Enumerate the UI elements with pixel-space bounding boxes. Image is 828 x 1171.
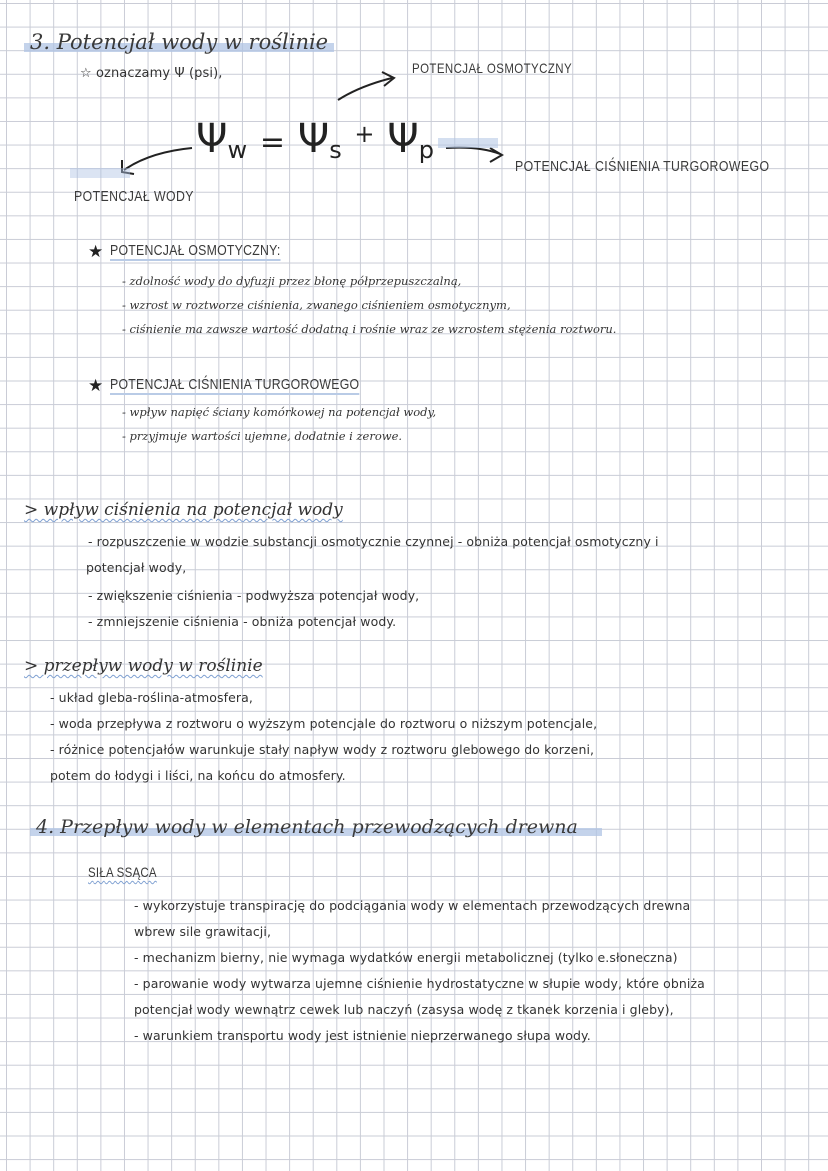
- flow-item-1: - układ gleba-roślina-atmosfera,: [50, 690, 253, 705]
- psi-note: ☆ oznaczamy Ψ (psi),: [80, 66, 223, 81]
- label-turgor-potential: POTENCJAŁ CIŚNIENIA TURGOROWEGO: [515, 158, 770, 175]
- osmotic-item-3: - ciśnienie ma zawsze wartość dodatną i rośnie wraz ze wzrostem stężenia roztworu.: [122, 322, 617, 336]
- star-icon: ★: [88, 242, 104, 262]
- equals-sign: =: [259, 125, 285, 160]
- osmotic-item-2: - wzrost w roztworze ciśnienia, zwanego ciśnieniem osmotycznym,: [122, 298, 511, 312]
- label-water-potential: POTENCJAŁ WODY: [74, 188, 194, 205]
- label-osmotic-potential: POTENCJAŁ OSMOTYCZNY: [412, 60, 573, 76]
- turgor-heading: POTENCJAŁ CIŚNIENIA TURGOROWEGO: [110, 376, 360, 393]
- flow-item-3: - różnice potencjałów warunkuje stały napływ wody z roztworu glebowego do korzeni,: [50, 742, 595, 757]
- pressure-effect-heading: > wpływ ciśnienia na potencjał wody: [24, 500, 343, 520]
- flow-item-4: potem do łodygi i liści, na końcu do atmosfery.: [50, 768, 346, 783]
- water-flow-heading: > przepływ wody w roślinie: [24, 656, 263, 676]
- pressure-item-3: - zwiększenie ciśnienia - podwyższa potencjał wody,: [88, 588, 420, 603]
- turgor-item-1: - wpływ napięć ściany komórkowej na potencjał wody,: [122, 405, 437, 419]
- osmotic-heading: POTENCJAŁ OSMOTYCZNY:: [110, 242, 281, 259]
- water-potential-formula: [196, 116, 434, 164]
- suction-item-6: - warunkiem transportu wody jest istnienie nieprzerwanego słupa wody.: [134, 1028, 591, 1043]
- suction-force-heading: SIŁA SSĄCA: [88, 864, 157, 880]
- psi-s-subscript: s: [329, 136, 342, 164]
- turgor-item-2: - przyjmuje wartości ujemne, dodatnie i zerowe.: [122, 429, 403, 443]
- psi-p-subscript: p: [418, 136, 434, 164]
- pressure-item-4: - zmniejszenie ciśnienia - obniża potencjał wody.: [88, 614, 397, 629]
- star-icon: ★: [88, 376, 104, 396]
- suction-item-4: - parowanie wody wytwarza ujemne ciśnienie hydrostatyczne w słupie wody, które obniża: [134, 976, 705, 991]
- flow-item-2: - woda przepływa z roztworu o wyższym potencjale do roztworu o niższym potencjale,: [50, 716, 598, 731]
- pressure-item-1: - rozpuszczenie w wodzie substancji osmotycznie czynnej - obniża potencjał osmotyczny i: [88, 534, 659, 549]
- pressure-item-2: potencjał wody,: [86, 560, 187, 575]
- plus-sign: +: [354, 120, 375, 148]
- suction-item-2: wbrew sile grawitacji,: [134, 924, 272, 939]
- section-4-title: 4. Przepływ wody w elementach przewodzących drewna: [30, 816, 602, 838]
- section-3-title: 3. Potencjał wody w roślinie: [24, 30, 334, 54]
- psi-p-symbol: Ψ: [387, 116, 419, 162]
- psi-w-symbol: Ψ: [196, 116, 228, 162]
- osmotic-item-1: - zdolność wody do dyfuzji przez błonę półprzepuszczalną,: [122, 274, 462, 288]
- suction-item-5: potencjał wody wewnątrz cewek lub naczyń (zasysa wodę z tkanek korzenia i gleby),: [134, 1002, 674, 1017]
- psi-s-symbol: Ψ: [297, 116, 330, 162]
- suction-item-3: - mechanizm bierny, nie wymaga wydatków energii metabolicznej (tylko e.słoneczna): [134, 950, 678, 965]
- suction-item-1: - wykorzystuje transpirację do podciągania wody w elementach przewodzących drewna: [134, 898, 691, 913]
- psi-w-subscript: w: [227, 136, 248, 164]
